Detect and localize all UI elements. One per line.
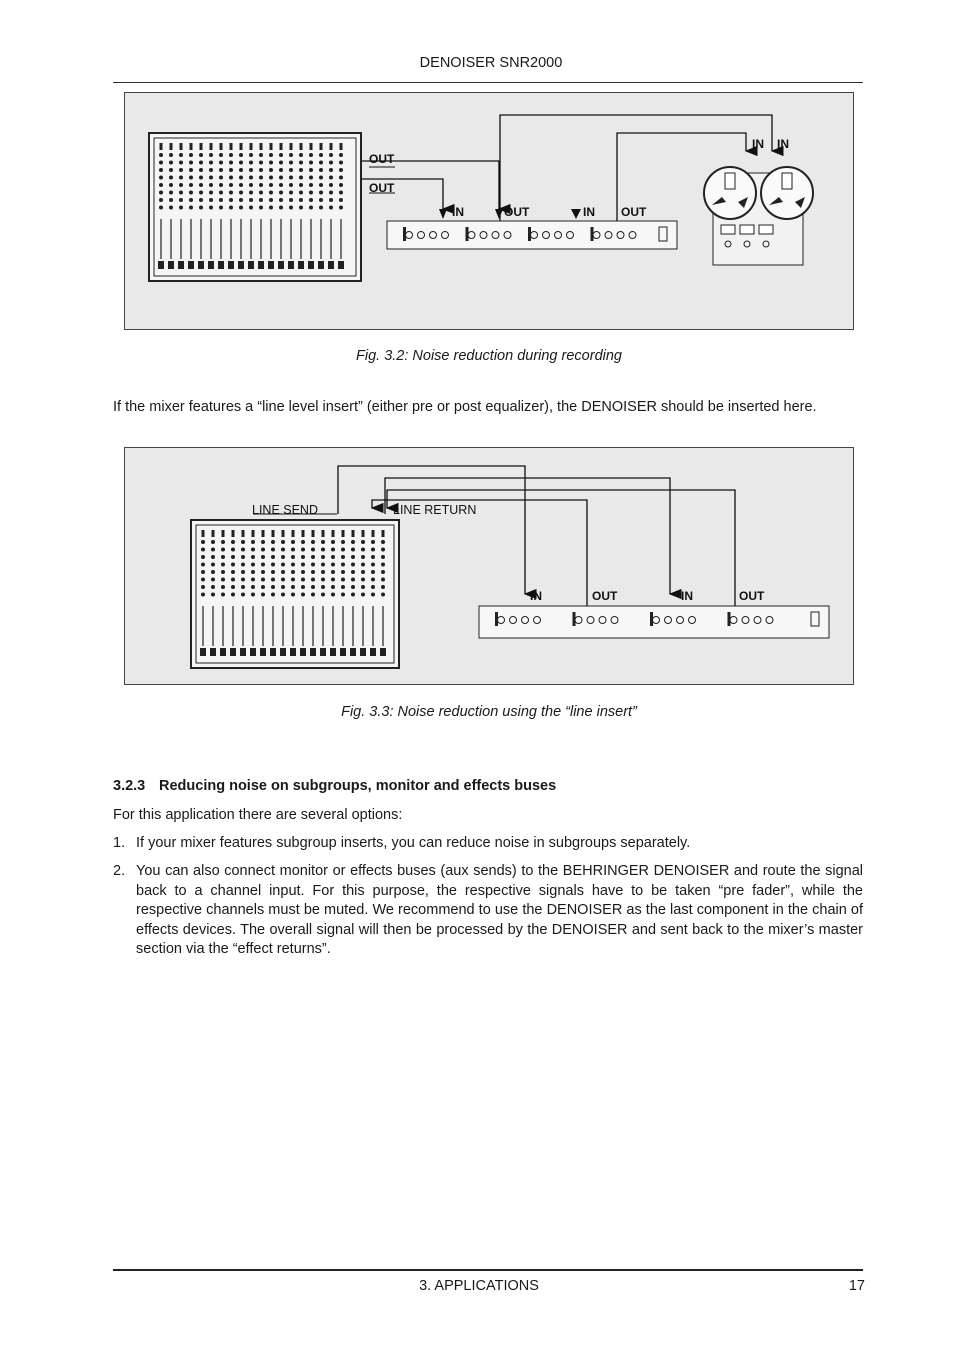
footer-rule — [113, 1269, 863, 1271]
list-item-number: 2. — [113, 863, 126, 879]
list-item-text: You can also connect monitor or effects buses (aux sends) to the BEHRINGER DENOISER and route the signal back to a channel input. For this purpose, the respective signals have to be taken “pre fader”, while the respective channels must be muted. We recommend to use the DENOISER as the last component in the chain of effects devices. The overall signal will then be processed by the DENOISER and sent back to the mixer’s master section via the “effect returns”. — [136, 863, 863, 957]
section-number: 3.2.3 — [113, 778, 146, 794]
list-item-number: 1. — [113, 835, 126, 851]
recording-diagram-svg — [125, 93, 853, 329]
page-header-title: DENOISER SNR2000 — [419, 55, 563, 71]
fig1-label-out-1: OUT — [369, 152, 395, 166]
line-insert-diagram-svg — [125, 448, 853, 684]
intro-paragraph: If the mixer features a “line level insert” (either pre or post equalizer), the DENOISER should be inserted here. — [113, 399, 817, 415]
figure-line-insert-diagram — [124, 447, 854, 685]
fig1-label-in-tape-2: IN — [777, 137, 789, 151]
list-item-text: If your mixer features subgroup inserts, you can reduce noise in subgroups separately. — [136, 835, 691, 851]
fig2-label-in-b: IN — [681, 589, 693, 603]
fig1-label-out-a: OUT — [504, 205, 530, 219]
footer-section-title: 3. APPLICATIONS — [419, 1278, 539, 1294]
figure-1-caption: Fig. 3.2: Noise reduction during recording — [356, 348, 622, 364]
fig2-label-line-send: LINE SEND — [252, 503, 318, 517]
fig2-label-line-return: LINE RETURN — [393, 503, 477, 517]
fig2-label-out-b: OUT — [739, 589, 765, 603]
denoiser-rack-1 — [387, 221, 677, 249]
fig1-label-out-b: OUT — [621, 205, 647, 219]
section-title: Reducing noise on subgroups, monitor and effects buses — [159, 778, 557, 794]
fig1-label-out-2: OUT — [369, 181, 395, 195]
fig1-label-in-tape-1: IN — [752, 137, 764, 151]
list-item — [113, 834, 863, 854]
mixing-console-2 — [191, 520, 399, 668]
fig1-label-in-b: IN — [583, 205, 595, 219]
figure-recording-diagram — [124, 92, 854, 330]
mixing-console-1 — [149, 133, 361, 281]
fig2-label-out-a: OUT — [592, 589, 618, 603]
figure-2-caption: Fig. 3.3: Noise reduction using the “line insert” — [341, 704, 637, 720]
tape-recorder — [704, 167, 813, 265]
header-rule — [113, 82, 863, 83]
fig2-label-in-a: IN — [530, 589, 542, 603]
section-heading — [113, 778, 863, 794]
list-item — [113, 862, 863, 960]
section-intro: For this application there are several options: — [113, 807, 403, 823]
fig1-label-in-a: IN — [452, 205, 464, 219]
footer-page-number: 17 — [848, 1278, 865, 1294]
denoiser-rack-2 — [479, 606, 829, 638]
